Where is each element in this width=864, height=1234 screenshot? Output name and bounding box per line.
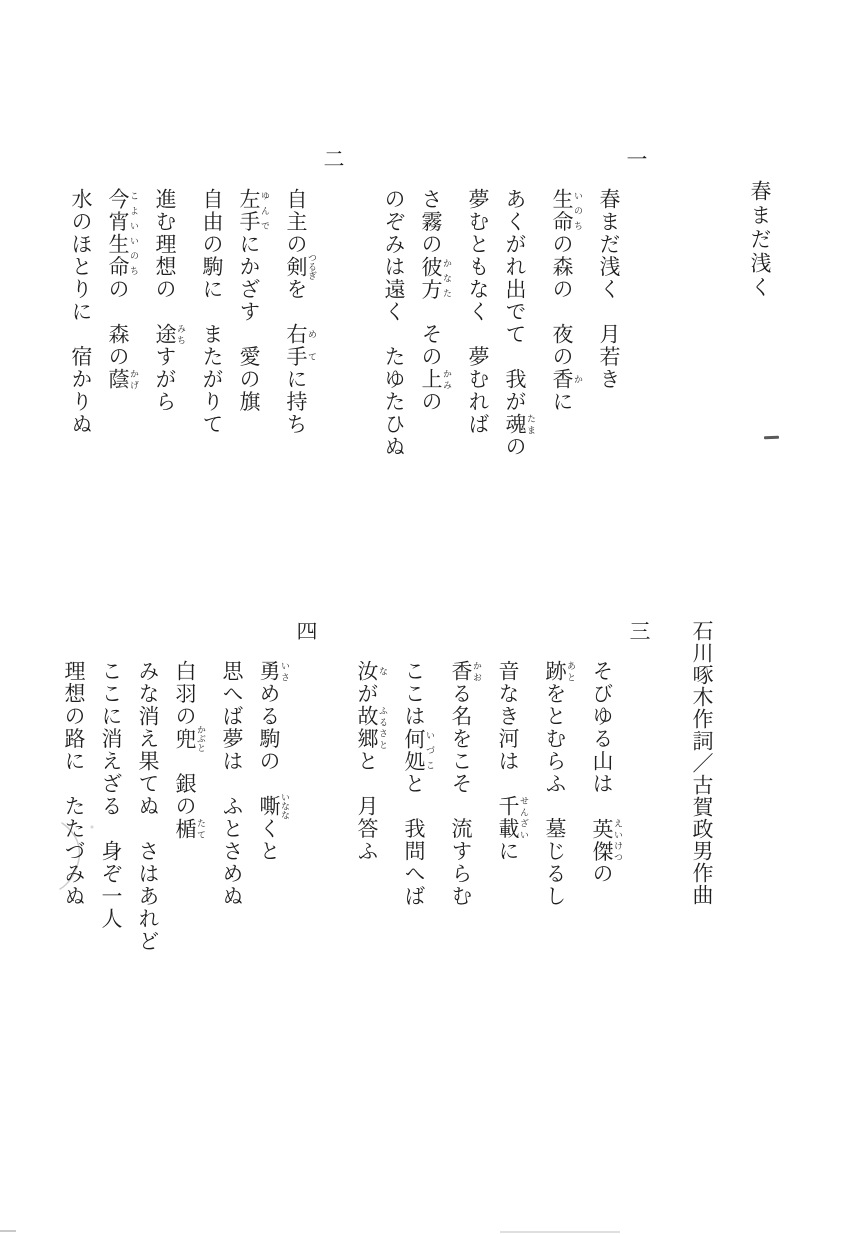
verse-3	[356, 620, 651, 965]
verse-2	[70, 148, 345, 493]
verse-4-number: 四	[294, 620, 318, 641]
verse-1	[383, 148, 648, 493]
verse-line: 自主の剣 つるぎを 右手 めてに持ち	[284, 188, 317, 436]
verse-line: のぞみは遠く たゆたひぬ	[382, 188, 406, 458]
attribution: 石川啄木作詞／古賀政男作曲	[690, 620, 714, 906]
scan-noise-speck	[500, 1231, 620, 1233]
verse-line: 水のほとりに 宿かりぬ	[69, 188, 93, 436]
verse-line: 自由の駒に またがりて	[200, 188, 224, 436]
verse-3-lines	[356, 620, 623, 965]
verse-4	[63, 620, 318, 965]
verse-line: 勇 いさめる駒の 嘶 いななくと	[257, 660, 290, 863]
scan-noise-speck	[0, 1230, 16, 1232]
verse-line: 跡 あとをとむらふ 墓じるし	[543, 660, 576, 908]
verse-line: 理想の路に たたづみぬ	[62, 660, 86, 908]
verse-line: さ霧の彼方 かなた その上 かみの	[419, 188, 452, 413]
verse-line: あくがれ出でて 我が魂 たまの	[503, 188, 536, 458]
verse-1-lines	[383, 148, 620, 493]
verse-line: 音なき河は 千載 せんざいに	[496, 660, 529, 863]
verse-2-lines	[70, 148, 317, 493]
verse-line: 左手 ゆんでにかざす 愛の旗	[237, 188, 270, 413]
verse-2-number: 二	[321, 148, 345, 169]
verse-line: 香 かおる名をこそ 流すらむ	[449, 660, 482, 908]
verse-line: 白羽の兜 かぶと 銀の楯 たて	[173, 660, 206, 840]
verse-line: 春まだ浅く 月若き	[597, 188, 621, 391]
verse-line: みな消え果てぬ さはあれど	[136, 660, 160, 953]
verse-line: ここに消えざる 身ぞ一人	[99, 660, 123, 930]
song-title: 春まだ浅く	[748, 180, 772, 300]
verse-1-number: 一	[624, 148, 648, 169]
verse-line: ここは何処 いづこと 我問へば	[402, 660, 435, 908]
verse-line: 夢むともなく 夢むれば	[466, 188, 490, 436]
verse-line: 生命 いのちの森の 夜の香 かに	[550, 188, 583, 413]
verse-line: 今宵生命 こよいいのちの 森の蔭 かげ	[106, 188, 139, 391]
lower-half	[48, 620, 715, 965]
verse-line: そびゆる山は 英傑 えいけつの	[590, 660, 623, 885]
verse-line: 思へば夢は ふとさめぬ	[220, 660, 244, 908]
upper-half	[55, 148, 775, 493]
verse-3-number: 三	[627, 620, 651, 641]
verse-line: 汝 なが故郷 ふるさとと 月答ふ	[355, 660, 388, 863]
verse-4-lines	[63, 620, 290, 965]
verse-line: 進む理想の 途 みちすがら	[153, 188, 186, 413]
